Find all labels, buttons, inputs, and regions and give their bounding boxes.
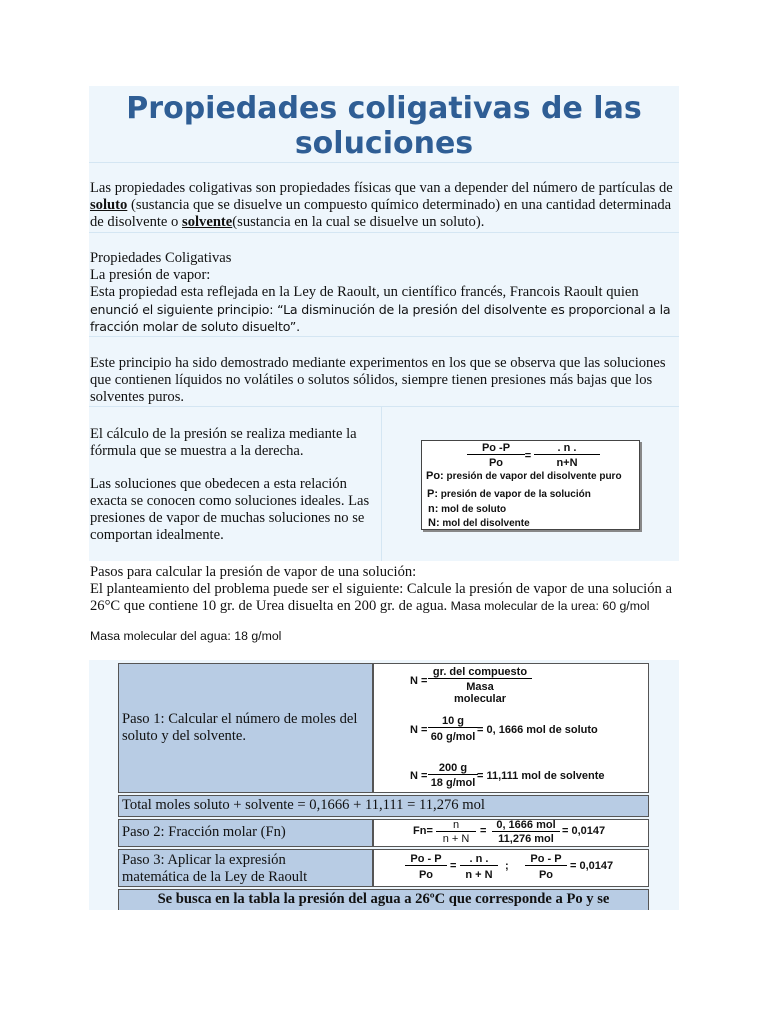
footer-text-clip: [118, 889, 649, 908]
step2-label: Paso 2: Fracción molar (Fn): [122, 824, 286, 840]
steps-intro-problem: [90, 581, 675, 615]
legend-po: [426, 470, 622, 482]
f1-num: gr. del compuesto: [428, 666, 532, 679]
water-molar-mass: Masa molecular del agua: 18 g/mol: [90, 629, 282, 643]
legend-p: [427, 488, 591, 500]
soluto-link[interactable]: soluto: [90, 197, 128, 213]
f1-den2: molecular: [454, 693, 506, 705]
raoult-principle: enunció el siguiente principio: “La disminución de la presión del disolvente es proporcional a la fracción molar de soluto disuelto”.: [90, 302, 671, 334]
r-result: = 0,0147: [570, 860, 614, 872]
section2-heading: Propiedades Coligativas: [90, 250, 232, 266]
step3-label: Paso 3: Aplicar la expresión matemática de la Ley de Raoult: [122, 852, 308, 885]
section2-line: Esta propiedad esta reflejada en la Ley de Raoult, un científico francés, Francois Raoult quien: [90, 284, 639, 300]
legend-N: [428, 517, 530, 529]
legend-n: [428, 503, 506, 515]
total-moles: Total moles soluto + solvente = 0,1666 + 11,111 = 11,276 mol: [122, 797, 485, 813]
raoult-formula-box: [421, 440, 640, 530]
f2-num: 10 g: [428, 715, 478, 728]
section2-subheading: La presión de vapor:: [90, 267, 211, 283]
formula-den-right: n+N: [556, 457, 578, 469]
intro-paragraph: [90, 180, 675, 231]
solvente-link[interactable]: solvente: [182, 214, 233, 230]
column-divider: [381, 406, 382, 561]
problem-text: El planteamiento del problema puede ser el siguiente: Calcule la presión de vapor de una solución a 26°C que contiene 10 gr. de Urea disuelta en 200 gr. de agua.: [90, 581, 672, 614]
f3-num: 200 g: [428, 762, 478, 775]
urea-molar-mass: Masa molecular de la urea: 60 g/mol: [447, 599, 650, 613]
section3-text: Este principio ha sido demostrado mediante experimentos en los que se observa que las soluciones que contienen líquidos no volátiles o solutos sólidos, siempre tienen presiones más bajas que los solventes puros.: [90, 355, 666, 405]
f3-den: 18 g/mol: [430, 777, 476, 789]
legend-p-text: presión de vapor de la solución: [438, 489, 591, 500]
step1-label: Paso 1: Calcular el número de moles del soluto y del solvente.: [122, 711, 358, 744]
f2-result: = 0, 1666 mol de soluto: [477, 724, 598, 736]
fn-den2: 11,276 mol: [498, 833, 554, 845]
r-den1: Po: [418, 869, 434, 881]
fn-eq: =: [480, 825, 487, 837]
intro-text-3: (sustancia en la cual se disuelve un soluto).: [232, 214, 485, 230]
fn-num1: n: [436, 819, 476, 832]
section4-paragraph-1: El cálculo de la presión se realiza mediante la fórmula que se muestra a la derecha.: [90, 426, 357, 459]
steps-intro-line1: Pasos para calcular la presión de vapor de una solución:: [90, 564, 417, 580]
legend-N-text: mol del disolvente: [439, 518, 530, 529]
formula-num-right: . n .: [534, 442, 600, 455]
page-title: Propiedades coligativas de las soluciones: [89, 86, 679, 162]
f1-den1: Masa: [466, 681, 494, 693]
legend-N-key: N:: [428, 517, 440, 529]
r-num2: . n .: [460, 853, 498, 866]
section4-paragraph-2: Las soluciones que obedecen a esta relación exacta se conocen como soluciones ideales. Las presiones de vapor de muchas soluciones no se comportan idealmente.: [90, 476, 370, 543]
fn-lhs: Fn=: [413, 825, 433, 837]
fn-num2: 0, 1666 mol: [492, 819, 560, 832]
r-eq: =: [450, 860, 457, 872]
f1-lhs: N =: [410, 675, 428, 687]
r-den2: n + N: [465, 869, 493, 881]
r-num1: Po - P: [405, 853, 447, 866]
legend-p-key: P:: [427, 488, 438, 500]
fn-den1: n + N: [442, 833, 470, 845]
legend-po-text: presión de vapor del disolvente puro: [443, 471, 622, 482]
fn-result: = 0,0147: [562, 825, 606, 837]
f2-lhs: N =: [410, 724, 428, 736]
formula-num-left: Po -P: [467, 442, 525, 455]
f3-result: = 11,111 mol de solvente: [477, 770, 605, 782]
legend-n-key: n:: [428, 503, 439, 515]
r-semicolon: ;: [505, 860, 509, 872]
footer-text: Se busca en la tabla la presión del agua a 26ºC que corresponde a Po y se: [157, 891, 610, 907]
intro-text-1: Las propiedades coligativas son propiedades físicas que van a depender del número de partículas de: [90, 180, 673, 196]
legend-n-text: mol de soluto: [438, 504, 507, 515]
r-num3: Po - P: [525, 853, 567, 866]
f2-den: 60 g/mol: [430, 731, 476, 743]
f3-lhs: N =: [410, 770, 428, 782]
intro-text-2: (sustancia que se disuelve un compuesto químico determinado) en una cantidad determinada de disolvente o: [90, 197, 672, 230]
formula-den-left: Po: [488, 457, 504, 469]
formula-equals: =: [524, 450, 532, 462]
legend-po-key: Po:: [426, 470, 444, 482]
r-den3: Po: [538, 869, 554, 881]
